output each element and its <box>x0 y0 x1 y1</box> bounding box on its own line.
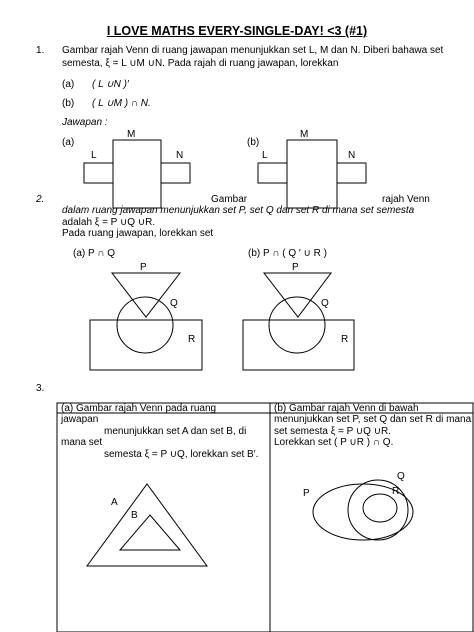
q2b-set-p-label: P <box>292 262 299 273</box>
q2b-set-r-box <box>243 320 354 370</box>
q2-word-gambar: Gambar <box>211 194 248 205</box>
q1a-set-n-label: N <box>176 150 184 161</box>
q3a-set-a-label: A <box>111 497 118 508</box>
q1b-label: (b) <box>247 137 260 148</box>
q3b-set-q-label: Q <box>397 471 405 482</box>
q3a-line5: semesta ξ = P ∪Q, lorekkan set B′. <box>104 449 259 460</box>
q3-number: 3. <box>36 383 45 394</box>
q3a-line1: (a) Gambar rajah Venn pada ruang <box>61 403 217 414</box>
q2a-set-p-triangle <box>112 273 180 317</box>
q3b-set-r-label: R <box>392 486 400 497</box>
q1-number: 1. <box>36 45 45 56</box>
q1a-set-l-label: L <box>91 150 97 161</box>
q1b-set-n-box <box>337 163 366 183</box>
q2-part-a: (a) P ∩ Q <box>73 248 116 259</box>
q2-line3: adalah ξ = P ∪Q ∪R. <box>62 217 156 228</box>
q3b-set-p-label: P <box>303 488 310 499</box>
q1-part-b-expr: ( L ∪M ) ∩ N. <box>92 98 151 109</box>
q1-part-a-expr: ( L ∪N )′ <box>92 79 129 90</box>
q1b-set-m-box <box>287 140 337 208</box>
q2a-set-q-label: Q <box>170 298 178 309</box>
q3a-line3: menunjukkan set A dan set B, di <box>104 426 247 437</box>
q3a-set-a-triangle <box>87 484 207 566</box>
q1a-set-l-box <box>84 163 113 183</box>
q3b-set-r-ellipse <box>363 494 397 522</box>
q2-line4: Pada ruang jawapan, lorekkan set <box>62 228 214 239</box>
q2-part-b: (b) P ∩ ( Q ′ ∪ R ) <box>248 248 327 259</box>
q2a-set-p-label: P <box>140 262 147 273</box>
q2b-set-r-label: R <box>341 334 349 345</box>
q3b-line2: menunjukkan set P, set Q dan set R di mana <box>274 414 472 425</box>
q3a-set-b-triangle <box>120 515 180 550</box>
q2b-set-q-circle <box>269 297 325 353</box>
q1b-set-l-box <box>258 163 287 183</box>
q3a-line4: mana set <box>61 437 103 448</box>
q1-part-a-label: (a) <box>62 79 75 90</box>
q3b-line3: set semesta ξ = P ∪Q ∪R. <box>274 426 392 437</box>
q2-word-rajah: rajah Venn <box>382 194 430 205</box>
q1b-set-m-label: M <box>300 129 309 140</box>
q3b-line1: (b) Gambar rajah Venn di bawah <box>274 403 419 414</box>
page-title: I LOVE MATHS EVERY-SINGLE-DAY! <3 (#1) <box>106 24 368 38</box>
q2a-set-q-circle <box>117 297 173 353</box>
q3b-line4: Lorekkan set ( P ∪R ) ∩ Q. <box>274 437 394 448</box>
q1-answer-label: Jawapan : <box>62 117 108 128</box>
q1a-set-n-box <box>161 163 190 183</box>
q1-line2: semesta, ξ = L ∪M ∪N. Pada rajah di ruang jawapan, lorekkan <box>62 58 339 69</box>
q1-line1: Gambar rajah Venn di ruang jawapan menunjukkan set L, M dan N. Diberi bahawa set <box>62 45 444 56</box>
q1b-set-n-label: N <box>348 150 356 161</box>
q2a-set-r-box <box>90 320 202 370</box>
q2b-set-q-label: Q <box>321 298 329 309</box>
q3a-line2: jawapan <box>61 414 99 425</box>
q1-part-b-label: (b) <box>62 98 75 109</box>
q1a-set-m-box <box>113 140 161 208</box>
q2-number: 2. <box>36 194 45 205</box>
q2-line2: dalam ruang jawapan menunjukkan set P, set Q dan set R di mana set semesta <box>62 205 415 216</box>
q1b-set-l-label: L <box>262 150 268 161</box>
q2a-set-r-label: R <box>188 334 196 345</box>
q1a-set-m-label: M <box>127 129 136 140</box>
q1a-label: (a) <box>62 137 75 148</box>
q3a-set-b-label: B <box>131 510 138 521</box>
